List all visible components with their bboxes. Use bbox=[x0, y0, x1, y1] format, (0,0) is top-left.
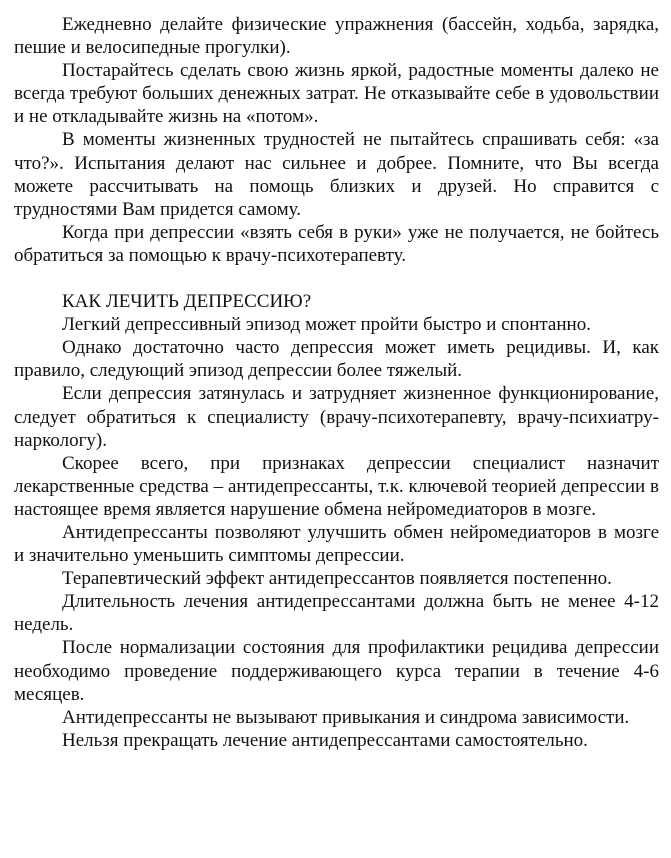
section-paragraph-mild-episode: Легкий депрессивный эпизод может пройти быстро и спонтанно. bbox=[62, 314, 591, 336]
section-paragraph-duration: Длительность лечения антидепрессантами должна быть не менее 4-12 недель. bbox=[14, 591, 659, 636]
section-gap bbox=[14, 267, 659, 290]
intro-paragraph-bright-life: Постарайтесь сделать свою жизнь яркой, радостные моменты далеко не всегда требуют больших денежных затрат. Не отказывайте себе в удовольствии и не откладывайте жизнь на «потом». bbox=[14, 60, 659, 128]
section-paragraph-antidepressants-effect: Антидепрессанты позволяют улучшить обмен нейромедиаторов в мозге и значительно уменьшить симптомы депрессии. bbox=[14, 521, 659, 567]
section-paragraph-specialist: Если депрессия затянулась и затрудняет жизненное функционирование, следует обратиться к специалисту (врачу-психотерапевту, врачу-психиатру-наркологу). bbox=[14, 383, 659, 451]
section-paragraph-medication: Скорее всего, при признаках депрессии специалист назначит лекарственные средства – антидепрессанты, т.к. ключевой теорией депрессии в настоящее время является нарушение обмена нейромедиаторов в мозге. bbox=[14, 452, 659, 520]
section-heading: КАК ЛЕЧИТЬ ДЕПРЕССИЮ? bbox=[62, 291, 312, 313]
section-paragraph-gradual-effect: Терапевтический эффект антидепрессантов появляется постепенно. bbox=[62, 568, 612, 590]
section-paragraph-maintenance: После нормализации состояния для профилактики рецидива депрессии необходимо проведение поддерживающего курса терапии в течение 4-6 месяцев. bbox=[14, 637, 659, 705]
section-paragraph-no-addiction: Антидепрессанты не вызывают привыкания и синдрома зависимости. bbox=[62, 706, 630, 728]
intro-paragraph-exercise: Ежедневно делайте физические упражнения (бассейн, ходьба, зарядка, пешие и велосипедные прогулки). bbox=[14, 14, 659, 59]
section-paragraph-do-not-stop: Нельзя прекращать лечение антидепрессантами самостоятельно. bbox=[62, 729, 588, 751]
section-paragraph-relapse: Однако достаточно часто депрессия может иметь рецидивы. И, как правило, следующий эпизод депрессии более тяжелый. bbox=[14, 337, 659, 382]
intro-paragraph-difficulties: В моменты жизненных трудностей не пытайтесь спрашивать себя: «за что?». Испытания делают нас сильнее и добрее. Помните, что Вы всегда можете рассчитывать на помощь близких и друзей. Но справится с трудностями Вам придется самому. bbox=[14, 129, 659, 220]
intro-paragraph-seek-help: Когда при депрессии «взять себя в руки» уже не получается, не бойтесь обратиться за помощью к врачу-психотерапевту. bbox=[14, 221, 659, 266]
